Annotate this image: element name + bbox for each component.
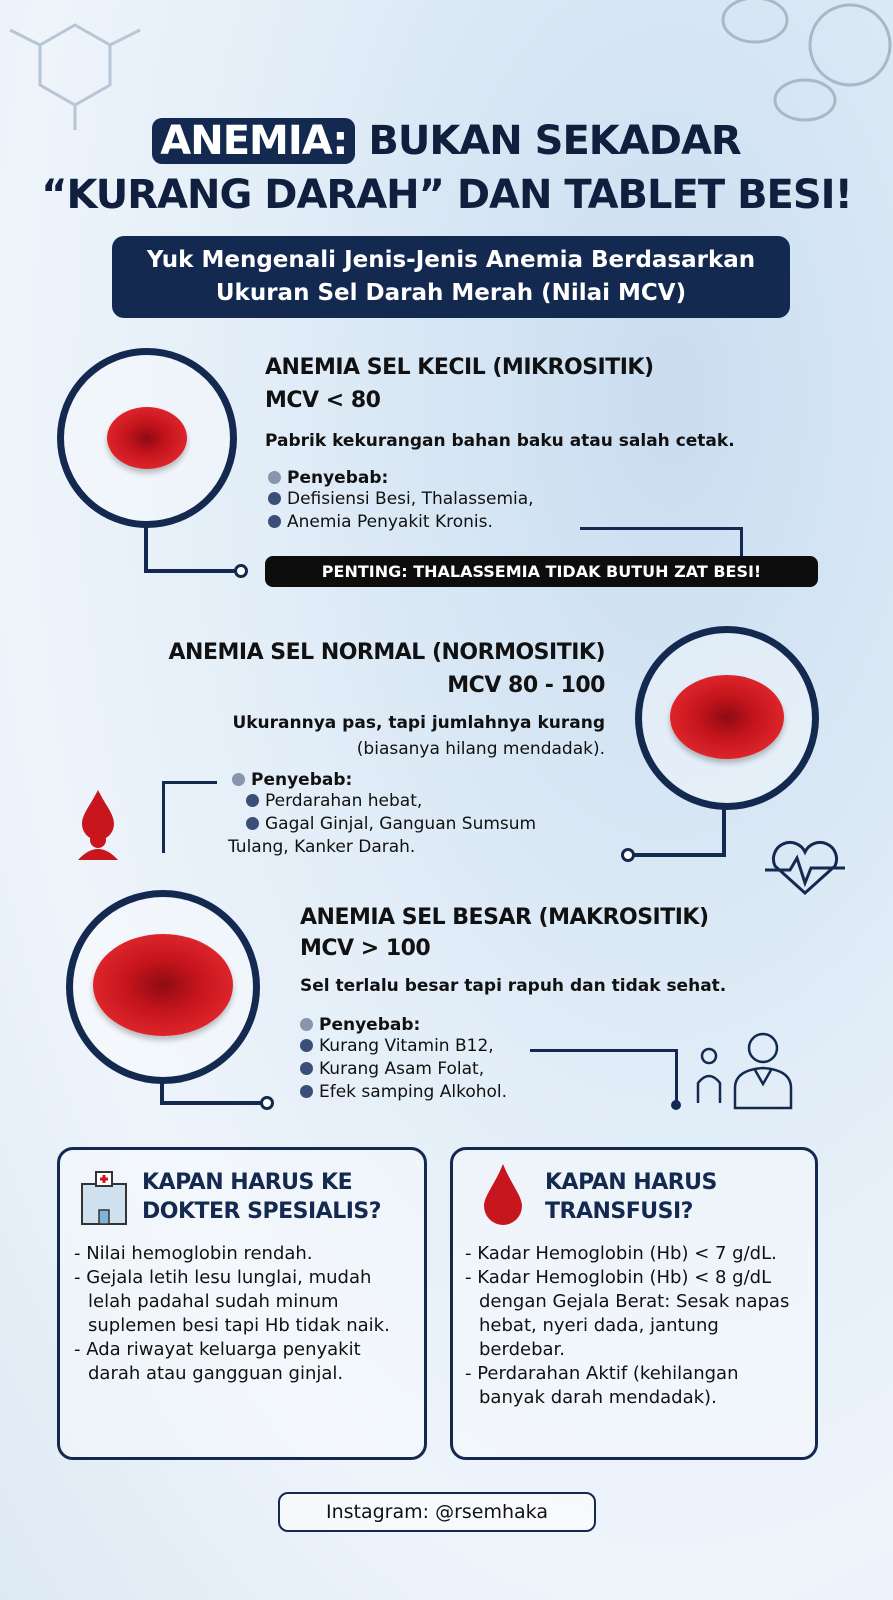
connector-line (162, 781, 217, 784)
mcv-value: MCV < 80 (265, 388, 381, 413)
connector-dot (260, 1096, 274, 1110)
blood-drop-person-icon (68, 788, 128, 864)
cause-item: Perdarahan hebat, (265, 791, 423, 811)
heartbeat-icon (765, 838, 845, 898)
connector-line (740, 527, 743, 557)
doctor-icon (695, 1028, 800, 1113)
section-heading: ANEMIA SEL BESAR (MAKROSITIK) (300, 905, 709, 930)
title-rest: BUKAN SEKADAR (368, 118, 741, 164)
title-line-2: “KURANG DARAH” DAN TABLET BESI! (41, 172, 852, 218)
transfusion-info-box (450, 1147, 818, 1460)
box-list-item: - Nilai hemoglobin rendah. (74, 1243, 313, 1264)
connector-line (162, 781, 165, 853)
connector-line (530, 1049, 677, 1052)
cause-item: Tulang, Kanker Darah. (228, 837, 416, 857)
section-heading: ANEMIA SEL KECIL (MIKROSITIK) (265, 355, 654, 380)
box-list-item: - Perdarahan Aktif (kehilangan banyak darah mendadak). (465, 1363, 739, 1408)
connector-line (722, 808, 726, 856)
box-list-item: - Kadar Hemoglobin (Hb) < 7 g/dL. (465, 1243, 777, 1264)
section-description: Sel terlalu besar tapi rapuh dan tidak sehat. (300, 976, 727, 996)
mcv-value: MCV 80 - 100 (447, 673, 605, 698)
connector-line (675, 1049, 678, 1103)
connector-line (632, 853, 726, 857)
connector-line (160, 1101, 262, 1105)
cause-item: Kurang Vitamin B12, (319, 1036, 494, 1056)
specialist-info-box (57, 1147, 427, 1460)
large-red-cell-icon (93, 934, 233, 1036)
causes-label: Penyebab: (287, 468, 389, 488)
mcv-value: MCV > 100 (300, 936, 431, 961)
causes-block (228, 770, 537, 859)
box-title: KAPAN HARUS (545, 1170, 717, 1195)
connector-line (144, 569, 236, 573)
causes-label: Penyebab: (319, 1015, 421, 1035)
section-description-note: (biasanya hilang mendadak). (356, 739, 605, 759)
connector-dot (621, 848, 635, 862)
cause-item: Kurang Asam Folat, (319, 1059, 485, 1079)
box-title: DOKTER SPESIALIS? (142, 1199, 382, 1224)
instagram-footer: Instagram: @rsemhaka (278, 1492, 596, 1532)
connector-line (144, 527, 148, 572)
connector-line (580, 527, 742, 530)
causes-block (300, 1015, 507, 1104)
connector-dot (234, 564, 248, 578)
box-title: KAPAN HARUS KE (142, 1170, 353, 1195)
subtitle-line-1: Yuk Mengenali Jenis-Jenis Anemia Berdasarkan (146, 247, 756, 273)
connector-dot (671, 1100, 681, 1110)
section-description: Ukurannya pas, tapi jumlahnya kurang (232, 713, 605, 733)
subtitle-banner (112, 236, 790, 318)
blood-drop-icon (481, 1162, 525, 1228)
section-heading: ANEMIA SEL NORMAL (NORMOSITIK) (168, 640, 605, 665)
normal-red-cell-icon (670, 675, 784, 759)
cause-item: Efek samping Alkohol. (319, 1082, 508, 1102)
cause-item: Anemia Penyakit Kronis. (287, 512, 493, 532)
box-list-item: - Ada riwayat keluarga penyakit darah atau gangguan ginjal. (74, 1339, 361, 1384)
box-list-item: - Gejala letih lesu lunglai, mudah lelah padahal sudah minum suplemen besi tapi Hb tidak naik. (74, 1267, 390, 1336)
cause-item: Gagal Ginjal, Ganguan Sumsum (265, 814, 537, 834)
small-red-cell-icon (107, 407, 187, 469)
title-highlight: ANEMIA: (152, 118, 355, 164)
subtitle-line-2: Ukuran Sel Darah Merah (Nilai MCV) (215, 280, 687, 306)
important-note-banner: PENTING: THALASSEMIA TIDAK BUTUH ZAT BESI! (265, 556, 818, 587)
box-list-item: - Kadar Hemoglobin (Hb) < 8 g/dL dengan Gejala Berat: Sesak napas hebat, nyeri dada, jantung berdebar. (465, 1267, 790, 1360)
causes-label: Penyebab: (251, 770, 353, 790)
box-title: TRANSFUSI? (545, 1199, 693, 1224)
causes-block (268, 468, 534, 534)
section-description: Pabrik kekurangan bahan baku atau salah cetak. (265, 431, 735, 451)
title-line-1 (0, 118, 893, 164)
hospital-icon (76, 1170, 132, 1226)
cause-item: Defisiensi Besi, Thalassemia, (287, 489, 534, 509)
